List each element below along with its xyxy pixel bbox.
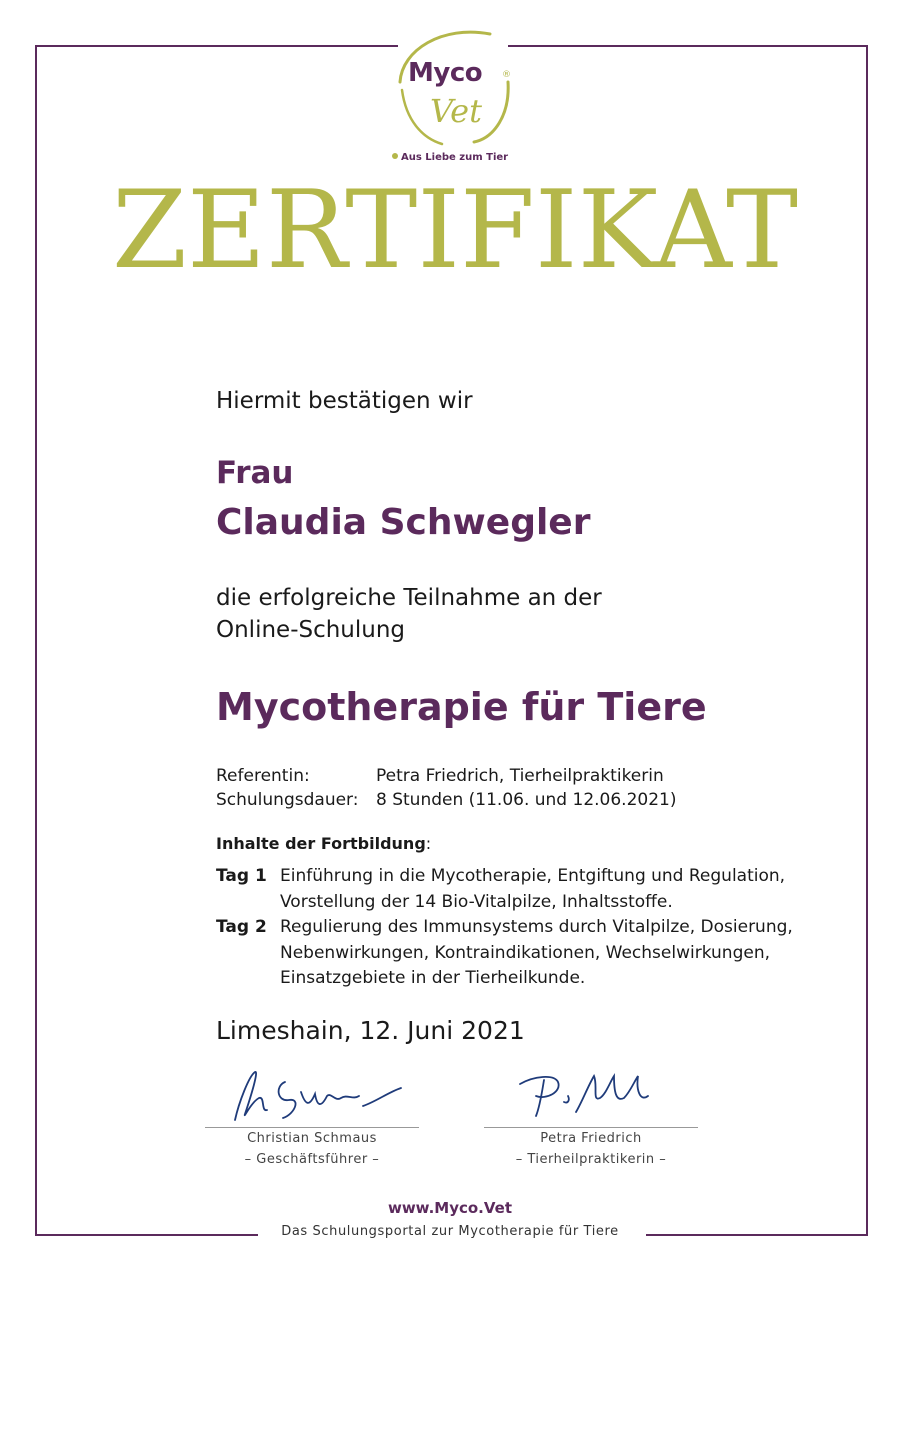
signature-block-ceo	[205, 1062, 419, 1172]
logo-word-vet: Vet	[430, 92, 482, 130]
footer-url: www.Myco.Vet	[387, 1199, 513, 1217]
handwritten-signature-icon	[205, 1062, 419, 1128]
signature-block-trainer	[484, 1062, 698, 1172]
day-description: Einführung in die Mycotherapie, Entgiftung und Regulation, Vorstellung der 14 Bio-Vitalpilze, Inhaltsstoffe.	[280, 866, 786, 912]
signatory-name: Christian Schmaus	[247, 1131, 377, 1146]
day-label: Tag 2	[216, 917, 267, 937]
footer-tagline: Das Schulungsportal zur Mycotherapie für Tiere	[281, 1224, 619, 1239]
referent-label: Referentin:	[216, 766, 310, 786]
contents-heading-text: Inhalte der Fortbildung	[216, 834, 426, 853]
logo-tagline	[392, 152, 508, 163]
signatory-role: – Geschäftsführer –	[244, 1152, 380, 1167]
logo-word-myco: Myco	[408, 58, 483, 88]
referent-row	[216, 766, 664, 786]
signatory-name: Petra Friedrich	[540, 1131, 642, 1146]
signature-line	[205, 1127, 419, 1128]
duration-label: Schulungsdauer:	[216, 790, 359, 810]
place-date: Limeshain, 12. Juni 2021	[216, 1016, 525, 1045]
contents-heading-colon: :	[425, 834, 432, 853]
recipient-name: Claudia Schwegler	[216, 502, 591, 543]
logo-registered-mark: ®	[502, 70, 511, 80]
participation-text-line1: die erfolgreiche Teilnahme an der	[216, 585, 602, 611]
day-label: Tag 1	[216, 866, 267, 886]
duration-row	[216, 790, 676, 810]
duration-value: 8 Stunden (11.06. und 12.06.2021)	[376, 790, 677, 810]
recipient-salutation: Frau	[216, 455, 294, 491]
course-title: Mycotherapie für Tiere	[216, 685, 707, 729]
dot-icon	[392, 153, 398, 159]
participation-text-line2: Online-Schulung	[216, 617, 406, 643]
intro-text: Hiermit bestätigen wir	[216, 388, 473, 414]
day-description: Regulierung des Immunsystems durch Vitalpilze, Dosierung, Nebenwirkungen, Kontraindikationen, Wechselwirkungen, Einsatzgebiete in der Tierheilkunde.	[280, 917, 793, 988]
referent-value: Petra Friedrich, Tierheilpraktikerin	[376, 766, 664, 786]
handwritten-signature-icon	[484, 1062, 698, 1128]
signature-line	[484, 1127, 698, 1128]
signatory-role: – Tierheilpraktikerin –	[515, 1152, 667, 1167]
logo-tagline-text: Aus Liebe zum Tier	[401, 152, 509, 163]
certificate-title: ZERTIFIKAT	[111, 168, 799, 293]
contents-heading	[216, 834, 431, 853]
logo-swoosh-icon	[382, 20, 522, 160]
